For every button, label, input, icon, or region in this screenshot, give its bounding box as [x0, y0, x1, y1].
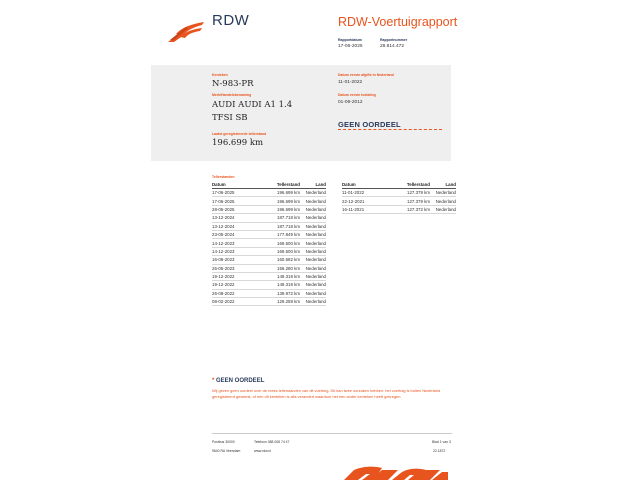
cell-reading: 127.372 km	[407, 206, 430, 212]
cell-country: Nederland	[305, 190, 326, 196]
table-row	[342, 189, 456, 197]
cell-date: 08-02-2022	[212, 299, 235, 305]
cell-country: Nederland	[305, 290, 326, 296]
table-row	[212, 265, 326, 273]
cell-date: 26-05-2023	[212, 265, 235, 271]
cell-date: 17-06-2025	[212, 198, 235, 204]
cell-reading: 187.718 km	[277, 215, 300, 221]
table-row	[342, 197, 456, 205]
column-header-country: Land	[445, 182, 456, 187]
column-header-country: Land	[315, 182, 326, 187]
table-row	[212, 256, 326, 264]
cell-country: Nederland	[305, 248, 326, 254]
report-number-label: Rapportnummer	[380, 38, 408, 42]
cell-country: Nederland	[305, 198, 326, 204]
cell-date: 17-06-2025	[212, 190, 235, 196]
cell-date: 14-12-2023	[212, 248, 235, 254]
cell-reading: 156.280 km	[277, 265, 300, 271]
table-row	[212, 281, 326, 289]
table-row	[212, 239, 326, 247]
first-registration-nl-label: Datum eerste afgifte in Nederland	[338, 73, 394, 77]
cell-date: 11-01-2022	[342, 190, 365, 196]
cell-reading: 196.699 km	[277, 190, 300, 196]
brand-name: RDW	[212, 12, 250, 29]
cell-country: Nederland	[305, 215, 326, 221]
plate-label: Kenteken	[212, 73, 228, 77]
cell-reading: 196.699 km	[277, 206, 300, 212]
plate-value: N-983-PR	[212, 79, 254, 89]
cell-country: Nederland	[305, 232, 326, 238]
footer-code: 22.1872	[433, 449, 446, 453]
first-admission-value: 01-06-2012	[338, 100, 363, 105]
cell-reading: 196.699 km	[277, 198, 300, 204]
cell-country: Nederland	[435, 198, 456, 204]
cell-country: Nederland	[305, 299, 326, 305]
cell-country: Nederland	[305, 257, 326, 263]
table-row	[212, 290, 326, 298]
cell-reading: 187.718 km	[277, 223, 300, 229]
footer-address-1: Postbus 30000	[212, 440, 235, 444]
cell-country: Nederland	[305, 282, 326, 288]
decorative-stripes-icon	[344, 466, 448, 480]
cell-reading: 127.379 km	[407, 190, 430, 196]
column-header-date: Datum	[342, 182, 356, 187]
cell-reading: 169.600 km	[277, 240, 300, 246]
model-label: Merk/Handelsbenaming	[212, 93, 252, 97]
cell-date: 16-11-2021	[342, 206, 365, 212]
cell-country: Nederland	[305, 206, 326, 212]
first-admission-label: Datum eerste toelating	[338, 93, 376, 97]
table-row	[212, 248, 326, 256]
cell-reading: 127.379 km	[407, 198, 430, 204]
rdw-logo-icon	[166, 21, 206, 43]
report-number-value: 28.814.472	[380, 44, 405, 49]
table-row	[212, 231, 326, 239]
vehicle-summary-panel	[151, 65, 451, 161]
cell-date: 22-12-2021	[342, 198, 365, 204]
report-date-label: Rapportdatum	[338, 38, 362, 42]
cell-date: 26-08-2022	[212, 290, 235, 296]
cell-date: 23-05-2024	[212, 232, 235, 238]
cell-date: 16-08-2023	[212, 257, 235, 263]
first-registration-nl-value: 11-01-2022	[338, 80, 363, 85]
table-row	[212, 189, 326, 197]
cell-date: 19-12-2022	[212, 274, 235, 280]
table-header	[212, 182, 326, 189]
judgement-status: GEEN OORDEEL	[338, 120, 401, 129]
footnote-title-text: GEEN OORDEEL	[216, 378, 265, 384]
cell-reading: 129.259 km	[277, 299, 300, 305]
footer-website[interactable]: www.rdw.nl	[254, 449, 271, 453]
cell-country: Nederland	[305, 265, 326, 271]
cell-reading: 160.682 km	[277, 257, 300, 263]
cell-country: Nederland	[305, 223, 326, 229]
cell-date: 28-05-2025	[212, 206, 235, 212]
cell-reading: 139.972 km	[277, 290, 300, 296]
judgement-underline	[338, 129, 442, 130]
table-row	[212, 197, 326, 205]
table-row	[212, 273, 326, 281]
cell-country: Nederland	[435, 190, 456, 196]
report-date-value: 17-06-2025	[338, 44, 363, 49]
table-row	[212, 298, 326, 306]
footnote-title	[212, 378, 264, 384]
mileage-table-right	[342, 182, 456, 214]
cell-date: 13-12-2024	[212, 223, 235, 229]
footer-page-number: Blad 1 van 3	[432, 440, 451, 444]
footer-divider	[212, 433, 452, 434]
footer-address-2: 9640 RA Veendam	[212, 449, 241, 453]
cell-reading: 149.319 km	[277, 274, 300, 280]
cell-reading: 177.849 km	[277, 232, 300, 238]
cell-date: 19-12-2022	[212, 282, 235, 288]
footnote-text: Wij geven geen oordeel over de reeks tellerstanden van dit voertuig. Dit kan twee oorzaken hebben: het voertuig is buiten Nederland geregistreerd geweest, of een dit kenteken is alts verandert waardoor het een ander kenteken heeft gekregen.	[212, 388, 441, 399]
column-header-reading: Tellerstand	[406, 182, 430, 187]
column-header-date: Datum	[212, 182, 226, 187]
table-row	[212, 223, 326, 231]
footer-phone: Telefoon 088 008 74 47	[254, 440, 290, 444]
mileage-section-label: Tellerstanden	[212, 175, 235, 179]
cell-date: 13-12-2024	[212, 215, 235, 221]
model-line-2: TFSI SB	[212, 113, 248, 123]
table-row	[212, 206, 326, 214]
report-title: RDW-Voertuigrapport	[338, 15, 458, 29]
cell-country: Nederland	[435, 206, 456, 212]
odometer-value: 196.699 km	[212, 138, 264, 148]
table-row	[212, 214, 326, 222]
cell-country: Nederland	[305, 240, 326, 246]
table-row	[342, 206, 456, 214]
table-header	[342, 182, 456, 189]
cell-country: Nederland	[305, 274, 326, 280]
cell-date: 14-12-2023	[212, 240, 235, 246]
column-header-reading: Tellerstand	[276, 182, 300, 187]
cell-reading: 169.600 km	[277, 248, 300, 254]
cell-reading: 149.319 km	[277, 282, 300, 288]
model-line-1: AUDI AUDI A1 1.4	[212, 100, 293, 110]
mileage-table-left	[212, 182, 326, 306]
odometer-label: Laatst geregistreerde tellerstand	[212, 132, 267, 136]
footnote-star: *	[212, 378, 215, 384]
